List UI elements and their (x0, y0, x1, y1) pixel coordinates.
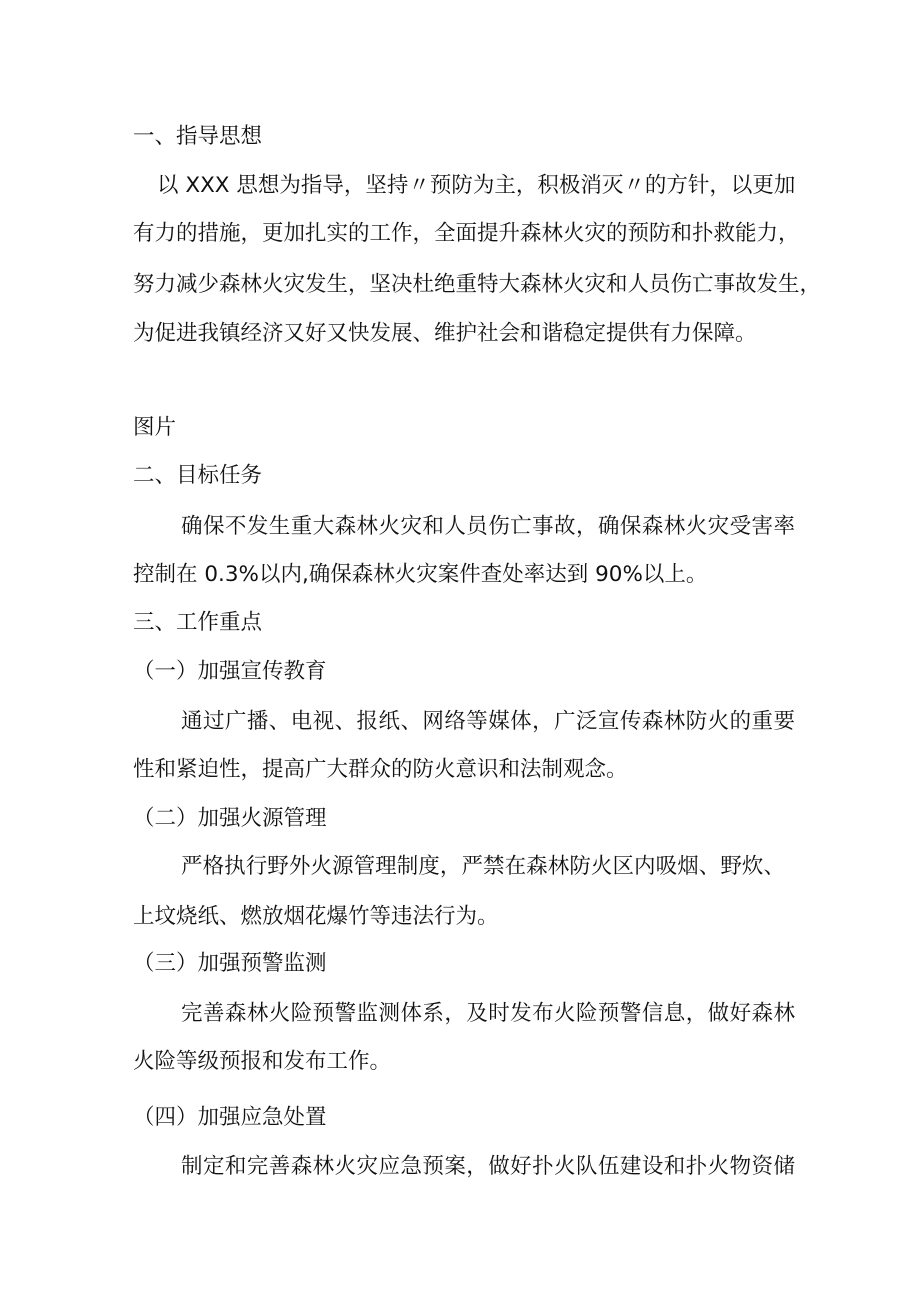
subsection-heading-emergency-response: （四）加强应急处置 (133, 1105, 327, 1130)
paragraph-line: 以 XXX 思想为指导，坚持〃预防为主，积极消灭〃的方针，以更加 (157, 173, 796, 198)
paragraph-line: 完善森林火险预警监测体系，及时发布火险预警信息，做好森林 (181, 1001, 795, 1026)
paragraph-line: 有力的措施，更加扎实的工作，全面提升森林火灾的预防和扑救能力， (133, 221, 800, 246)
paragraph-line: 控制在 0.3%以内,确保森林火灾案件查处率达到 90%以上。 (133, 562, 708, 587)
paragraph-line: 通过广播、电视、报纸、网络等媒体，广泛宣传森林防火的重要 (181, 709, 795, 734)
paragraph-line: 火险等级预报和发布工作。 (133, 1049, 392, 1074)
paragraph-line: 严格执行野外火源管理制度，严禁在森林防火区内吸烟、野炊、 (181, 854, 785, 879)
subsection-heading-publicity: （一）加强宣传教育 (133, 659, 327, 684)
paragraph-line: 制定和完善森林火灾应急预案，做好扑火队伍建设和扑火物资储 (181, 1154, 795, 1179)
paragraph-line: 为促进我镇经济又好又快发展、维护社会和谐稳定提供有力保障。 (133, 321, 757, 346)
image-placeholder-label: 图片 (133, 415, 177, 440)
paragraph-line: 性和紧迫性，提高广大群众的防火意识和法制观念。 (133, 757, 628, 782)
paragraph-line: 努力减少森林火灾发生，坚决杜绝重特大森林火灾和人员伤亡事故发生， (133, 272, 822, 297)
section-heading-objectives: 二、目标任务 (133, 463, 263, 488)
paragraph-line: 确保不发生重大森林火灾和人员伤亡事故，确保森林火灾受害率 (181, 514, 795, 539)
subsection-heading-early-warning: （三）加强预警监测 (133, 951, 327, 976)
subsection-heading-fire-source: （二）加强火源管理 (133, 806, 327, 831)
section-heading-work-focus: 三、工作重点 (133, 610, 263, 635)
paragraph-line: 上坟烧纸、燃放烟花爆竹等违法行为。 (133, 904, 499, 929)
section-heading-guiding-ideology: 一、指导思想 (133, 124, 263, 149)
